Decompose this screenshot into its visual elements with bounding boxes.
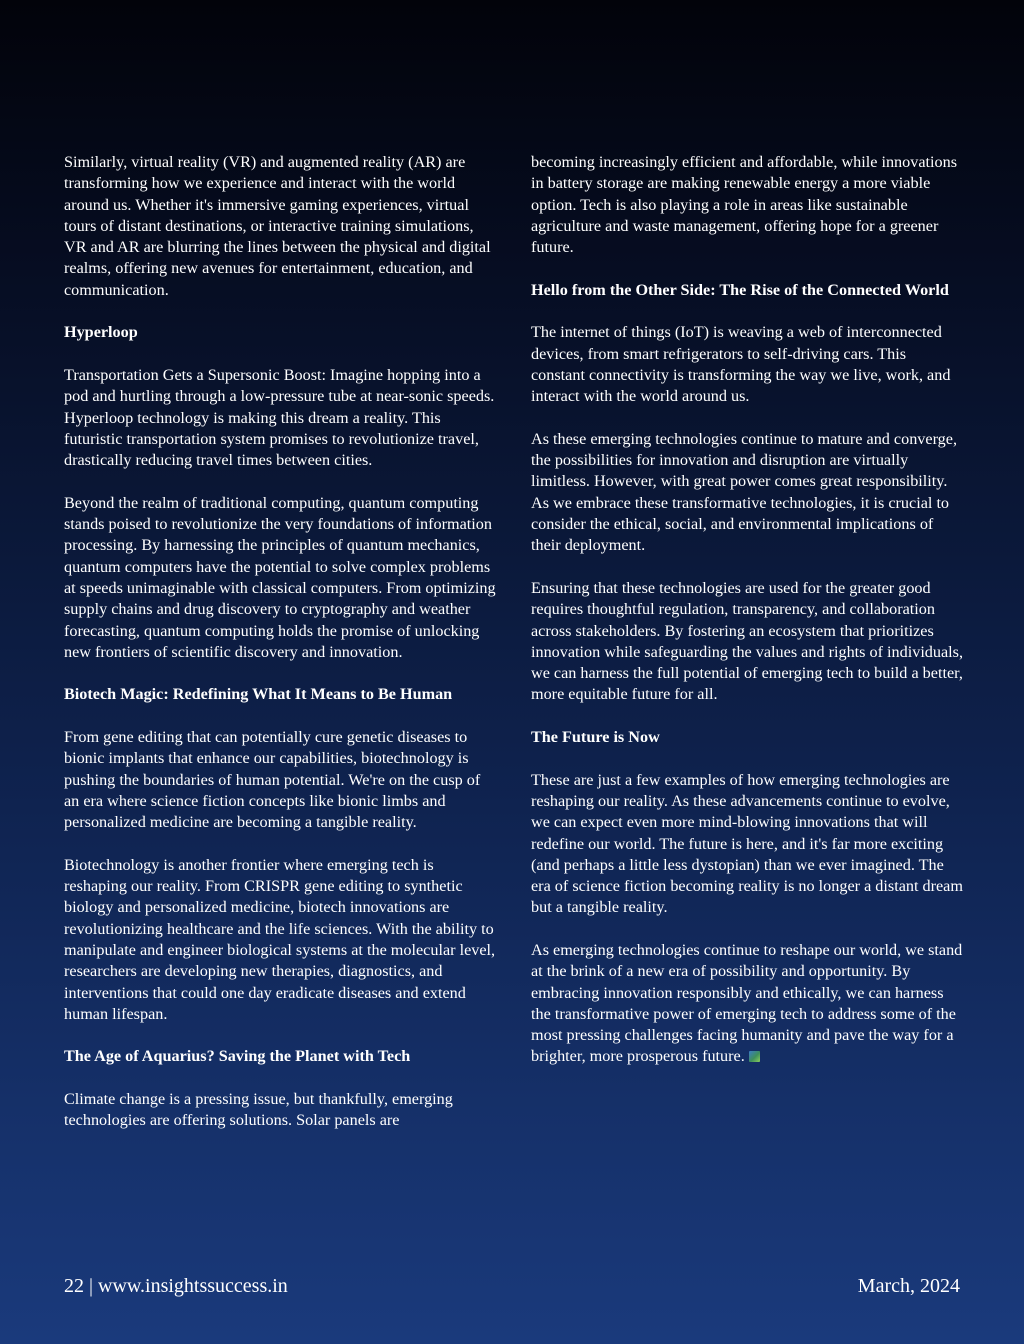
paragraph-text: From gene editing that can potentially cure genetic diseases to bionic implants that enhance our capabilities, biotechnology is pushing the boundaries of human potential. We're on the cusp of an era where science fiction concepts like bionic limbs and personalized medicine are becoming a tangible reality.	[64, 728, 481, 832]
paragraph-text: Biotechnology is another frontier where emerging tech is reshaping our reality. From CRISPR gene editing to synthetic biology and personalized medicine, biotech innovations are revolutionizing healthcare and the life sciences. With the ability to manipulate and engineer biological systems at the molecular level, researchers are developing new therapies, diagnostics, and interventions that could one day eradicate diseases and extend human lifespan.	[64, 855, 496, 1023]
heading-text: The Age of Aquarius? Saving the Planet with Tech	[64, 1047, 411, 1066]
paragraph	[64, 152, 496, 301]
heading-text: The Future is Now	[531, 728, 660, 747]
paragraph	[64, 365, 496, 471]
right-column	[531, 152, 964, 1089]
section-heading	[64, 322, 496, 343]
paragraph-text: As these emerging technologies continue to mature and converge, the possibilities for innovation and disruption are virtually limitless. However, with great power comes great responsibility. As we embrace these transformative technologies, it is crucial to consider the ethical, social, and environmental implications of their deployment.	[531, 429, 957, 555]
paragraph	[531, 429, 964, 557]
paragraph	[531, 940, 964, 1068]
paragraph-text: Transportation Gets a Supersonic Boost: Imagine hopping into a pod and hurtling through a low-pressure tube at near-sonic speeds. Hyperloop technology is making this dream a reality. This futuristic transportation system promises to revolutionize travel, drastically reducing travel times between cities.	[64, 365, 495, 470]
left-column	[64, 152, 496, 1153]
paragraph	[531, 578, 964, 706]
footer-date: March, 2024	[857, 1275, 960, 1297]
heading-text: Hyperloop	[64, 323, 138, 342]
article-end-icon	[749, 1051, 760, 1062]
paragraph	[64, 493, 496, 663]
paragraph	[531, 322, 964, 407]
paragraph	[64, 727, 496, 833]
paragraph-text: These are just a few examples of how emerging technologies are reshaping our reality. As these advancements continue to evolve, we can expect even more mind-blowing innovations that will redefine our world. The future is here, and it's far more exciting (and perhaps a little less dystopian) than we ever imagined. The era of science fiction becoming reality is no longer a distant dream but a tangible reality.	[531, 770, 963, 917]
paragraph	[531, 152, 964, 258]
section-heading	[531, 727, 964, 748]
section-heading	[64, 684, 496, 705]
section-heading	[64, 1046, 496, 1067]
paragraph-text: The internet of things (IoT) is weaving a web of interconnected devices, from smart refrigerators to self-driving cars. This constant connectivity is transforming the way we live, work, and interact with the world around us.	[531, 323, 951, 406]
paragraph	[531, 770, 964, 919]
heading-text: Hello from the Other Side: The Rise of the Connected World	[531, 280, 949, 299]
section-heading	[531, 280, 964, 301]
paragraph-text: Similarly, virtual reality (VR) and augmented reality (AR) are transforming how we experience and interact with the world around us. Whether it's immersive gaming experiences, virtual tours of distant destinations, or interactive training simulations, VR and AR are blurring the lines between the physical and digital realms, offering new avenues for entertainment, education, and communication.	[64, 153, 491, 299]
paragraph-text: Climate change is a pressing issue, but thankfully, emerging technologies are offering solutions. Solar panels are	[64, 1090, 453, 1130]
paragraph-text: Beyond the realm of traditional computing, quantum computing stands poised to revolutionize the very foundations of information processing. By harnessing the principles of quantum mechanics, quantum computers have the potential to solve complex problems at speeds unimaginable with classical computers. From optimizing supply chains and drug discovery to cryptography and weather forecasting, quantum computing holds the promise of unlocking new frontiers of scientific discovery and innovation.	[64, 493, 496, 661]
paragraph	[64, 855, 496, 1025]
footer-page-info: 22 | www.insightssuccess.in	[64, 1275, 288, 1297]
heading-text: Biotech Magic: Redefining What It Means to Be Human	[64, 685, 453, 704]
paragraph-text: becoming increasingly efficient and affordable, while innovations in battery storage are making renewable energy a more viable option. Tech is also playing a role in areas like sustainable agriculture and waste management, offering hope for a greener future.	[531, 153, 957, 257]
paragraph-text: As emerging technologies continue to reshape our world, we stand at the brink of a new era of possibility and opportunity. By embracing innovation responsibly and ethically, we can harness the transformative power of emerging tech to address some of the most pressing challenges facing humanity and pave the way for a brighter, more prosperous future.	[531, 940, 963, 1066]
paragraph	[64, 1089, 496, 1132]
paragraph-text: Ensuring that these technologies are used for the greater good requires thoughtful regulation, transparency, and collaboration across stakeholders. By fostering an ecosystem that prioritizes innovation while safeguarding the values and rights of individuals, we can harness the full potential of emerging tech to build a better, more equitable future for all.	[531, 578, 964, 704]
